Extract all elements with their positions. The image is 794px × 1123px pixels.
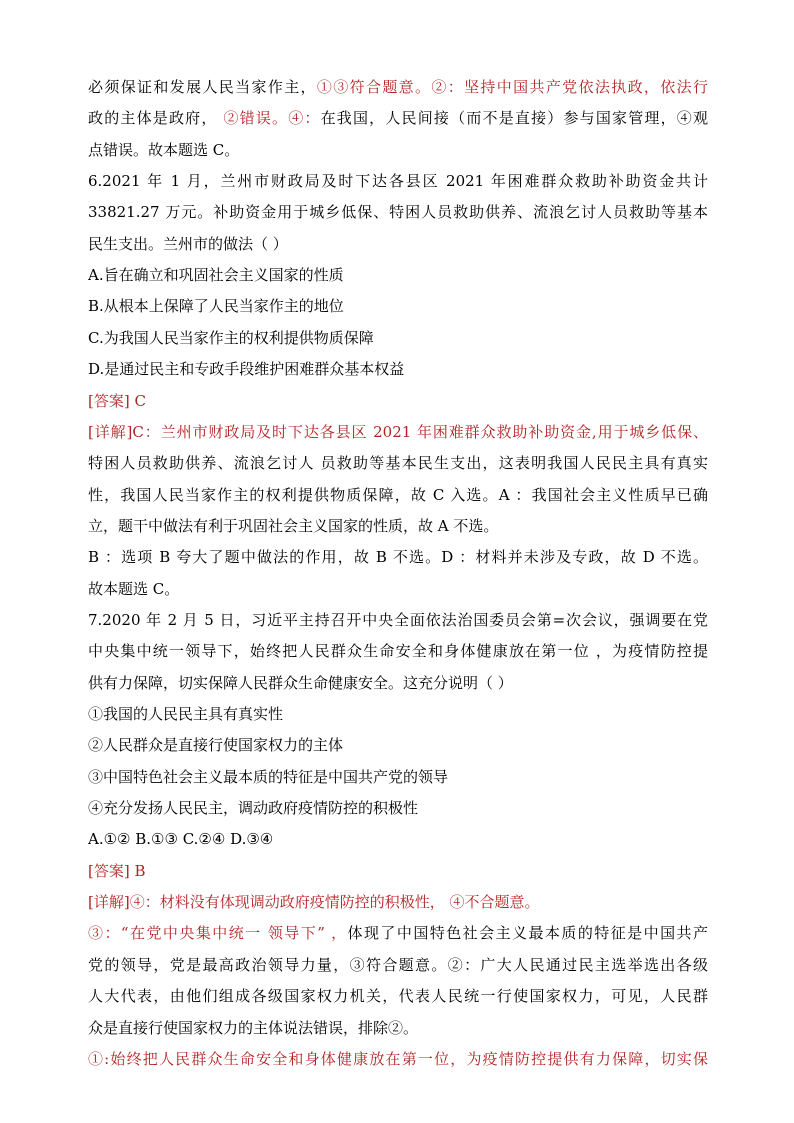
text-segment: 政的主体是政府，: [88, 109, 218, 128]
text-segment: 立，题干中做法有利于巩固社会主义国家的性质，故 A 不选。: [88, 516, 499, 535]
text-line: [88, 354, 708, 385]
text-segment: ②错误。④：: [217, 109, 321, 128]
text-line: [88, 135, 708, 166]
text-segment: [详解]C：兰州市财政局及时下达各县区 2021 年困难群众救助补助资金,用于城乡低保、: [88, 422, 708, 441]
text-line: [88, 260, 708, 291]
text-segment: 点错误。故本题选 C。: [88, 140, 240, 159]
text-line: [88, 950, 708, 981]
text-line: [88, 574, 708, 605]
text-segment: 众是直接行使国家权力的主体说法错误，排除②。: [88, 1018, 419, 1037]
text-segment: 党的领导，党是最高政治领导力量，③符合题意。②：广大人民通过民主选举选出各级: [88, 955, 708, 974]
text-line: [88, 291, 708, 322]
text-segment: C.为我国人民当家作主的权利提供物质保障: [88, 328, 374, 347]
text-segment: ③中国特色社会主义最本质的特征是中国共产党的领导: [88, 767, 449, 786]
text-segment: [答案] C: [88, 391, 146, 410]
text-segment: 中央集中统一领导下，始终把人民群众生命安全和身体健康放在第一位 ，为疫情防控提: [88, 642, 708, 661]
text-line: [88, 448, 708, 479]
text-line: [88, 605, 708, 636]
text-line: [88, 480, 708, 511]
text-line: [88, 72, 708, 103]
text-line: [88, 856, 708, 887]
text-segment: B.从根本上保障了人民当家作主的地位: [88, 297, 344, 316]
text-segment: B ：选项 B 夸大了题中做法的作用，故 B 不选。D ：材料并未涉及专政，故 D 不选。: [88, 548, 708, 567]
text-segment: ①我国的人民民主具有真实性: [88, 705, 284, 723]
text-line: [88, 793, 708, 824]
text-segment: 体现了中国特色社会主义最本质的特征是中国共产: [347, 924, 708, 943]
text-segment: 人大代表，由他们组成各级国家权力机关，代表人民统一行使国家权力，可见，人民群: [88, 987, 708, 1006]
text-line: [88, 1044, 708, 1075]
text-line: [88, 887, 708, 918]
text-line: [88, 542, 708, 573]
text-segment: A.①② B.①③ C.②④ D.③④: [88, 830, 274, 849]
text-line: [88, 1013, 708, 1044]
text-segment: 民生支出。兰州市的做法（ ）: [88, 234, 288, 253]
text-segment: A.旨在确立和巩固社会主义国家的性质: [88, 266, 344, 285]
text-segment: 6.2021 年 1 月，兰州市财政局及时下达各县区 2021 年困难群众救助补助资金共计: [88, 172, 708, 191]
text-segment: 7.2020 年 2 月 5 日，习近平主持召开中央全面依法治国委员会第=次会议，强调要在党: [88, 610, 708, 629]
text-line: [88, 417, 708, 448]
text-line: [88, 918, 708, 949]
text-segment: 性，我国人民当家作主的权利提供物质保障，故 C 入选。A ：我国社会主义性质早已确: [88, 485, 708, 504]
text-line: [88, 229, 708, 260]
text-segment: 在我国，人民间接（而不是直接）参与国家管理，④观: [320, 109, 708, 128]
text-line: [88, 197, 708, 228]
text-segment: 供有力保障，切实保障人民群众生命健康安全。这充分说明（ ）: [88, 673, 513, 692]
text-segment: D.是通过民主和专政手段维护困难群众基本权益: [88, 360, 405, 379]
text-segment: 特困人员救助供养、流浪乞讨人 员救助等基本民生支出，这表明我国人民民主具有真实: [88, 454, 708, 473]
text-segment: [详解]④：材料没有体现调动政府疫情防控的积极性， ④不合题意。: [88, 893, 540, 912]
text-segment: ③：“在党中央集中统一 领导下” ，: [88, 924, 348, 943]
text-segment: ①③符合题意。②：坚持中国共产党依法执政，依法行: [316, 78, 708, 96]
text-line: [88, 981, 708, 1012]
text-segment: 必须保证和发展人民当家作主，: [88, 78, 317, 96]
text-line: [88, 730, 708, 761]
text-segment: 33821.27 万元。补助资金用于城乡低保、特困人员救助供养、流浪乞讨人员救助等基本: [88, 203, 708, 222]
text-segment: ④充分发扬人民民主，调动政府疫情防控的积极性: [88, 799, 419, 818]
text-line: [88, 699, 708, 730]
text-line: [88, 386, 708, 417]
text-segment: ①:始终把人民群众生命安全和身体健康放在第一位，为疫情防控提供有力保障，切实保: [88, 1049, 708, 1068]
text-line: [88, 511, 708, 542]
text-line: [88, 762, 708, 793]
text-line: [88, 824, 708, 855]
text-line: [88, 668, 708, 699]
text-segment: ②人民群众是直接行使国家权力的主体: [88, 736, 344, 755]
text-segment: [答案] B: [88, 861, 146, 880]
text-line: [88, 323, 708, 354]
text-line: [88, 636, 708, 667]
text-segment: 故本题选 C。: [88, 579, 180, 598]
text-line: [88, 103, 708, 134]
text-line: [88, 166, 708, 197]
